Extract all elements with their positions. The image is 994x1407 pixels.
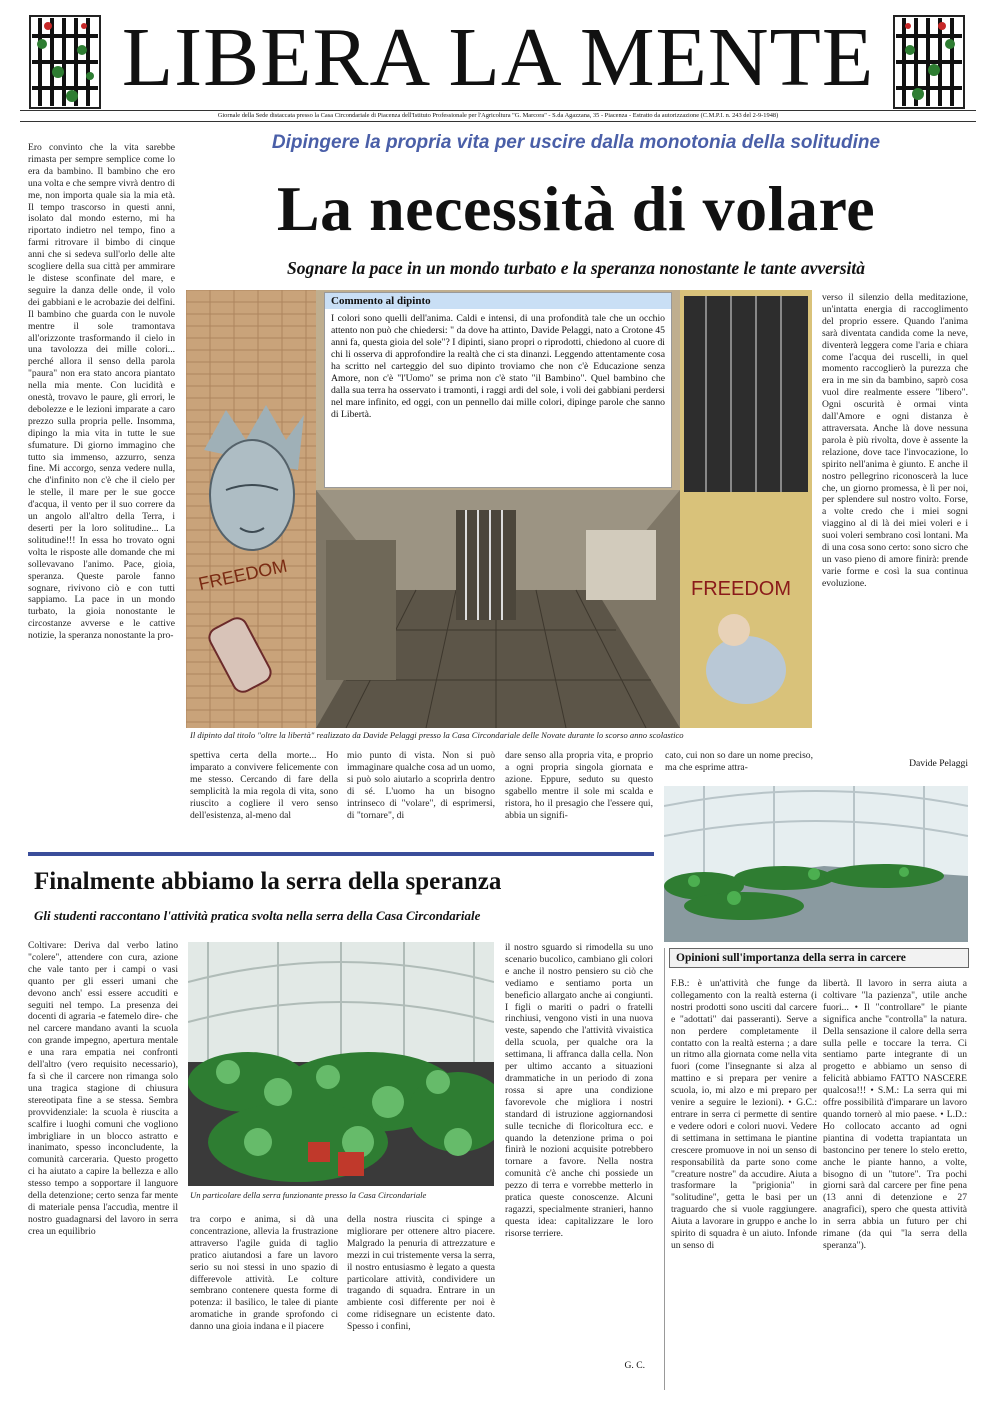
second-column-1: Coltivare: Deriva dal verbo latino "colere", attendere con cura, azione che vale tanto per i campi o vasi quanto per gli esseri umani che devono anch' essi essere accuditi e seguiti nel tempo. La presenza dei docenti di agraria -e fatemelo dire- che nel carcere mandano avanti la scuola con grande impegno, apertura mentale e una rara empatia nei confronti dell'altro (vero requisito necessario), fa sì che il carcere non rimanga solo una tragica stagione di chiusura stereotipata fine a se stessa. Sembra provvidenziale: la scuola è riuscita a scalfire i luoghi comuni che vogliono imbrigliare in un blocco astratto e inanimato, spesso inconcludente, la comunità carceraria. Questo progetto ci ha aiutato a capire la bellezza e allo stesso tempo a sopportare il languore della detenzione; certo senza far mente di materiale pensa l'accudìa, mentre il nostro guadagnarsi del lavoro in serra crea un equilibrio (28, 940, 178, 1237)
lead-column-3: mio punto di vista. Non si può immaginare qualche cosa ad un uomo, si può solo aiutarlo a scoprirla dentro di sé. L'uomo ha un bisogno intrinseco di "volare", di esprimersi, di "tornare", di (347, 750, 495, 821)
comment-box-text: I colori sono quelli dell'anima. Caldi e intensi, di una profondità tale che un occhio attento non può che chiedersi: " da dove ha attinto, Davide Pelaggi, nato a Crotone 45 anni fa, questa gioia del sole"? I dipinti, siano propri o riprodotti, chiedono al cuore di chi li osserva di approfondire la realtà che ci sta dinanzi. Leggendo attentamente cosa ha scritto nel carteggio del suo dipinto troviamo che non c'è Educazione senza Amore, non c'è "l'Uomo" se prima non c'è stato "il Bambino". Quel bambino che dalla sua terra ha osservato i tramonti, i raggi ardi del sole, i voli dei gabbiani perdersi nel mare infinito, ed oggi, con un pennello dai mille colori, dipinge parole che sanno di Libertà. (331, 313, 665, 420)
lead-deck: Sognare la pace in un mondo turbato e la speranza nonostante le tante avversità (286, 258, 866, 278)
lead-column-2: spettiva certa della morte... Ho imparato a convivere felicemente con me stesso. Cercando di fare della semplicità la mia regola di vita, sono riuscito a cogliere il vero senso dell'esistenza, al-meno dal (190, 750, 338, 821)
second-column-4: il nostro sguardo si rimodella su uno scenario bucolico, cambiano gli colori e anche il nostro pensiero su ciò che vediamo e sentiamo porta un beneficio allargato anche ai congiunti. I figli o mariti o padri o fratelli rinchiusi, vengono visti in una nuova veste, sapendo che l'attività vivaistica della scuola, per qualche ora la settimana, li affranca dalla cella. Non per ultimo accanto a situazioni drammatiche in un periodo di zona rossa si apre una condizione favorevole che migliora i nostri standard di istruzione aggiornandosi sulle tecniche di floricoltura ecc. e quando la detenzione prima o poi finirà le nozioni acquisite potrebbero tornare a favore. Nella nostra comunità c'è anche chi possiede un pezzo di terra e vorrebbe metterlo in pratica queste conoscenze. Alcuni ragazzi, specialmente stranieri, hanno questa idea: capitalizzare le loro risorse terriere. (505, 942, 653, 1239)
second-deck: Gli studenti raccontano l'attività pratica svolta nella serra della Casa Circondariale (34, 908, 481, 923)
opinions-box (664, 948, 969, 1390)
lead-headline: La necessità di volare (276, 173, 876, 244)
second-column-3: della nostra riuscita ci spinge a migliorare per ottenere altro piacere. Malgrado la penuria di attrezzature e mezzi in cui tristemente versa la serra, il nostro entusiasmo è legato a questa particolare attività, condividere un tragando di squadra. Entrare in un ambiente così differente per noi è come ridisegnare un ecistente dato. Spesso i confini, (347, 1214, 495, 1333)
gate-logo-left (28, 14, 102, 110)
masthead-subline: Giornale della Sede distaccata presso la Casa Circondariale di Piacenza dell'Istituto Professionale per l'Agricoltura "G. Marcora" - S.da Agazzana, 35 - Piacenza - Estratto da autorizzazione (C.M.P.I. n. 243 del 2-9-1948) (20, 110, 976, 122)
comment-box-title: Commento al dipinto (325, 293, 671, 309)
opinions-column-2: libertà. Il lavoro in serra aiuta a coltivare "la pazienza", utile anche fuori... • Il "controllare" le piante significa anche "controlla" la natura. Della sensazione il calore della serra sulla pelle e toccare la terra. Ci sentiamo parte integrante di un progetto e abbiamo un senso di felicità abbiamo FATTO NASCERE qualcosa!!! • S.M.: La serra qui mi offre possibilità d'imparare un lavoro quando tornerò al mio paese. • L.D.: Ho collocato accanto ad ogni piantina di vodetta trapiantata un bastoncino per tenere lo stelo eretto, anche le piante hanno, a volte, bisogno di un "tutore". Tra pochi giorni sarà dal carcere per fine pena (13 anni di detenzione e 27 anagrafici), spero che questa attività in serra abbia un futuro per chi rimane (da qui "la serra della speranza"). (823, 978, 967, 1251)
second-column-2: tra corpo e anima, si dà una concentrazione, allevia la frustrazione attraverso l'agile guida di taglio pratico aiutandosi a fare un lavoro serio su noi stessi in uno spazio di differevole attività. Le colture sembrano contenere questa forme di potenza: il basilico, le talee di piante aromatiche in grande sprofondo ci danno una gioia indana e il piacere (190, 1214, 338, 1333)
masthead-title: LIBERA LA MENTE (121, 11, 875, 104)
painting-text-left: FREEDOM (196, 555, 289, 594)
greenhouse-photo-caption: Un particolare della serra funzionante presso la Casa Circondariale (190, 1190, 427, 1200)
lead-column-4: dare senso alla propria vita, e proprio a ogni propria singola giornata e azione. Eppure, seduto su questo sgabello mentre il sole mi scalda e ristora, ho il presagio che l'essere qui, abbia un signifi- (505, 750, 653, 821)
comment-box (324, 292, 672, 488)
painting-caption: Il dipinto dal titolo "oltre la libertà" realizzato da Davide Pelaggi presso la Casa Circondariale delle Novate durante lo scorso anno scolastico (190, 730, 684, 740)
section-separator (28, 852, 654, 856)
lead-column-1: Ero convinto che la vita sarebbe rimasta per sempre semplice come lo era da bambino. Il bambino che ero una volta e che sempre vivrà dentro di me, non importa quale sia la mia età. Il tempo trascorso in questi anni, isolato dal mondo esterno, mi ha riportato indietro nel tempo, fino a farmi ritrovare il bimbo di cinque anni che si sedeva sull'orlo delle alte scogliere della sua città per ammirare le distese sconfinate del mare, e seguire la danza delle onde, il volo dei gabbiani e le acrobazie dei delfini. Il bambino che guarda con le nuvole mentre il sole tramontava all'orizzonte trasformando il cielo in una tavolozza dei mille colori... perché allora il senso della parola "paura" non era stato ancora piantato nella mia mente. Con lucidità e onestà, trovavo le paure, gli errori, le debolezze e le lezioni imparate a caro prezzo sulla propria pelle. Insomma, dipingo la mia vita in tutte le sue sfumature. Di giorno immagino che tutto sia immenso, azzurro, senza fine. Mi accorgo, senza vedere nulla, che d'infinito non c'è che il cielo per le stelle, il mare per le sue gocce d'acqua, il vento per il suo correre da un angolo all'altro della Terra, i deserti per la loro solitudine... La solitudine!!! In essa ho trovato ogni volta le risposte alle domande che mi sollevavano l'animo. Pace, gioia, speranza. Queste parole fanno sognare, rivivono ciò e con tutti sappiamo. La pace in un mondo turbato, la gioia nonostante le circostanze avverse e le cattive notizie, la speranza nonostante la pro- (28, 142, 175, 642)
lead-column-right: verso il silenzio della meditazione, un'intatta energia di raccoglimento del proprio essere. Quando l'anima sarà diventata candida come la neve, diventerà leggera come l'aria e chiara come l'acqua dei ruscelli, in quel momento raccoglierò la purezza che era in me sin da bambino, saprò cosa vuol dire realmente essere "libero". Ogni oscurità è ormai vinta dall'Amore e ogni distanza è attraversata. Anche là dove nessuna parola è più rivolta, dove è assente la relazione, dove tace l'invocazione, lo spirito nell'anima è giunto. E anche il nostro pellegrino riconoscerà la luce che, un giorno promessa, è lì per noi, per splendere sul nostro volto. Forse, a volte credo che i miei sogni viaggino al di là dei miei voleri e i suoi voleri sembrano così lontani. Ma di una cosa sono certo: sono sicro che un vaso pieno di amore finirà: prende varie forme e così la sua continua evoluzione. (822, 292, 968, 589)
greenhouse-photo-top (664, 786, 968, 942)
painting-text-right: FREEDOM (691, 578, 791, 600)
greenhouse-photo-main (188, 942, 494, 1186)
second-headline: Finalmente abbiamo la serra della speranza (34, 868, 502, 895)
lead-kicker: Dipingere la propria vita per uscire dalla monotonia della solitudine (271, 132, 881, 153)
opinions-column-1: F.B.: è un'attività che funge da collegamento con la realtà esterna (i nostri prodotti sono usciti dal carcere e "adottati" dai passeranti). Serve a non perdere completamente il contatto con la realtà esterna ; a dare un ritmo alla giornata come nella vita fuori (come l'insegnante si alza al mattino e si prepara per venire a scuola, io, mi alzo e mi preparo per venire a seguire le lezioni). • G.C.: entrare in serra ci permette di sentire e vedere odori e colori nuovi. Vedere di settimana in settimana le piantine crescere promuove in noi un senso di responsabilità da parte sono come "creature nostre" da accudire. Aiuta a trasformare la "prigionia" in "solitudine", getta le basi per un traguardo che si vuole raggiungere. Aiuta a lavorare in gruppo e anche lo spirito di squadra è un aiuto. Infonde un senso di (671, 978, 817, 1251)
lead-column-5: cato, cui non so dare un nome preciso, ma che esprime attra- (665, 750, 813, 773)
opinions-title: Opinioni sull'importanza della serra in carcere (669, 948, 969, 968)
lead-signature: Davide Pelaggi (909, 758, 968, 769)
second-column-4-signature: G. C. (624, 1360, 645, 1371)
gate-logo-right (892, 14, 966, 110)
